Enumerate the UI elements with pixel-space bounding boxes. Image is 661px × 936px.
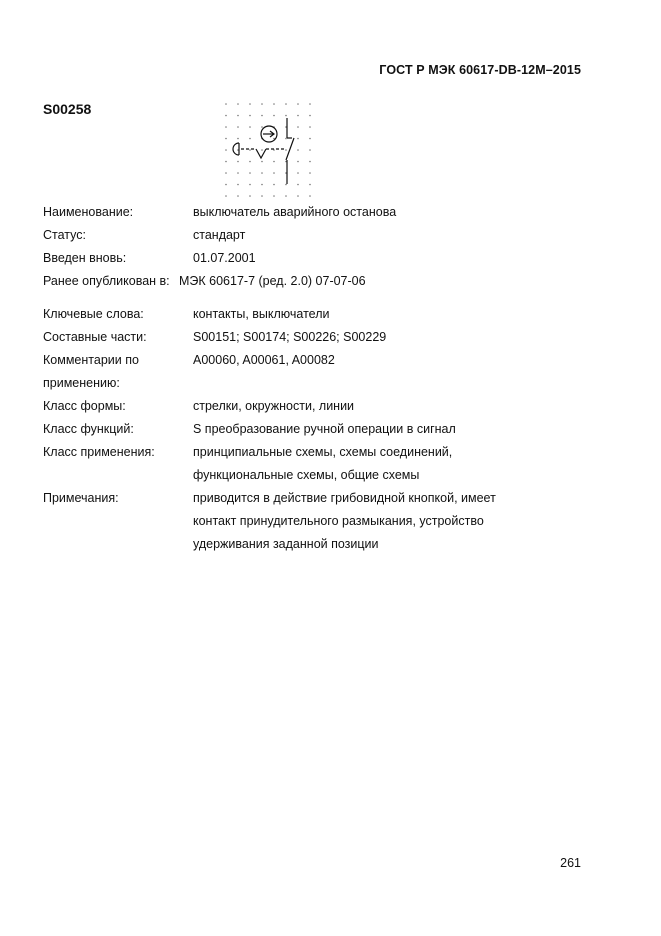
field-value [193, 487, 496, 556]
grid-dot [309, 126, 311, 128]
field-value: стрелки, окружности, линии [193, 399, 355, 413]
grid-dot [225, 115, 227, 117]
field-value [193, 441, 452, 487]
field-label: Класс функций: [43, 422, 134, 436]
field-label: Введен вновь: [43, 251, 127, 265]
grid-dot [285, 195, 287, 197]
grid-dot [297, 115, 299, 117]
grid-dot [297, 161, 299, 163]
grid-dot [225, 195, 227, 197]
field-label: Наименование: [43, 205, 134, 219]
document-header: ГОСТ Р МЭК 60617-DB-12M–2015 [379, 63, 581, 77]
field-label: Класс применения: [43, 445, 155, 459]
grid-dot [237, 195, 239, 197]
field-value: выключатель аварийного останова [193, 205, 397, 219]
grid-dot [261, 195, 263, 197]
grid-dot [309, 138, 311, 140]
grid-dot [285, 149, 287, 151]
grid-dot [249, 126, 251, 128]
grid-dot [297, 172, 299, 174]
grid-dot [237, 103, 239, 105]
symbol-code: S00258 [43, 101, 92, 117]
grid-dot [225, 184, 227, 186]
field-value: A00060, A00061, A00082 [193, 353, 335, 367]
field-value-line: контакт принудительного размыкания, устройство [193, 514, 484, 528]
field-label: Статус: [43, 228, 86, 242]
page-number: 261 [560, 856, 581, 870]
field-label [43, 349, 193, 395]
grid-dot [261, 149, 263, 151]
grid-dot [309, 115, 311, 117]
grid-dot [261, 184, 263, 186]
grid-dot [309, 195, 311, 197]
emergency-stop-switch-symbol [222, 100, 314, 205]
grid-dot [297, 126, 299, 128]
grid-dot [225, 126, 227, 128]
field-label-line: Комментарии по [43, 353, 139, 367]
grid-dot [249, 184, 251, 186]
field-value-line: принципиальные схемы, схемы соединений, [193, 445, 453, 459]
grid-dot [261, 161, 263, 163]
field-label: Ключевые слова: [43, 307, 144, 321]
grid-dot [261, 126, 263, 128]
grid-dot [309, 172, 311, 174]
field-value-line: функциональные схемы, общие схемы [193, 468, 420, 482]
grid-dot [237, 172, 239, 174]
grid-dot [273, 115, 275, 117]
grid-dot [261, 103, 263, 105]
field-label: Ранее опубликован в: [43, 274, 170, 288]
field-label: Составные части: [43, 330, 147, 344]
field-label: Класс формы: [43, 399, 126, 413]
grid-dot [309, 149, 311, 151]
grid-dot [225, 149, 227, 151]
grid-dot [309, 184, 311, 186]
grid-dot [237, 115, 239, 117]
grid-dot [273, 172, 275, 174]
grid-dot [225, 161, 227, 163]
field-value-line: удерживания заданной позиции [193, 537, 379, 551]
grid-dot [237, 138, 239, 140]
grid-dot [249, 172, 251, 174]
grid-dot [249, 103, 251, 105]
field-value: 01.07.2001 [193, 251, 256, 265]
grid-dot [273, 161, 275, 163]
grid-dot [261, 115, 263, 117]
grid-dot [237, 161, 239, 163]
field-value: МЭК 60617-7 (ред. 2.0) 07-07-06 [179, 274, 366, 288]
grid-dot [225, 172, 227, 174]
grid-dot [309, 161, 311, 163]
grid-dot [309, 103, 311, 105]
grid-dot [249, 149, 251, 151]
grid-dot [297, 184, 299, 186]
grid-dot [297, 138, 299, 140]
grid-dot [297, 195, 299, 197]
field-label: Примечания: [43, 491, 119, 505]
grid-dot [285, 115, 287, 117]
field-value-line: приводится в действие грибовидной кнопкой, имеет [193, 491, 496, 505]
field-label-line: применению: [43, 376, 120, 390]
field-value: S00151; S00174; S00226; S00229 [193, 330, 387, 344]
grid-dot [273, 103, 275, 105]
grid-dot [297, 103, 299, 105]
grid-dot [249, 195, 251, 197]
grid-dot [249, 138, 251, 140]
grid-dot [273, 184, 275, 186]
field-value: S преобразование ручной операции в сигнал [193, 422, 456, 436]
grid-dot [261, 172, 263, 174]
grid-dot [225, 138, 227, 140]
grid-dot [237, 126, 239, 128]
grid-dot [237, 184, 239, 186]
grid-dot [249, 115, 251, 117]
field-value: стандарт [193, 228, 246, 242]
grid-dot [273, 195, 275, 197]
grid-dot [297, 149, 299, 151]
field-value: контакты, выключатели [193, 307, 330, 321]
grid-dot [225, 103, 227, 105]
grid-dot [285, 103, 287, 105]
grid-dot [249, 161, 251, 163]
